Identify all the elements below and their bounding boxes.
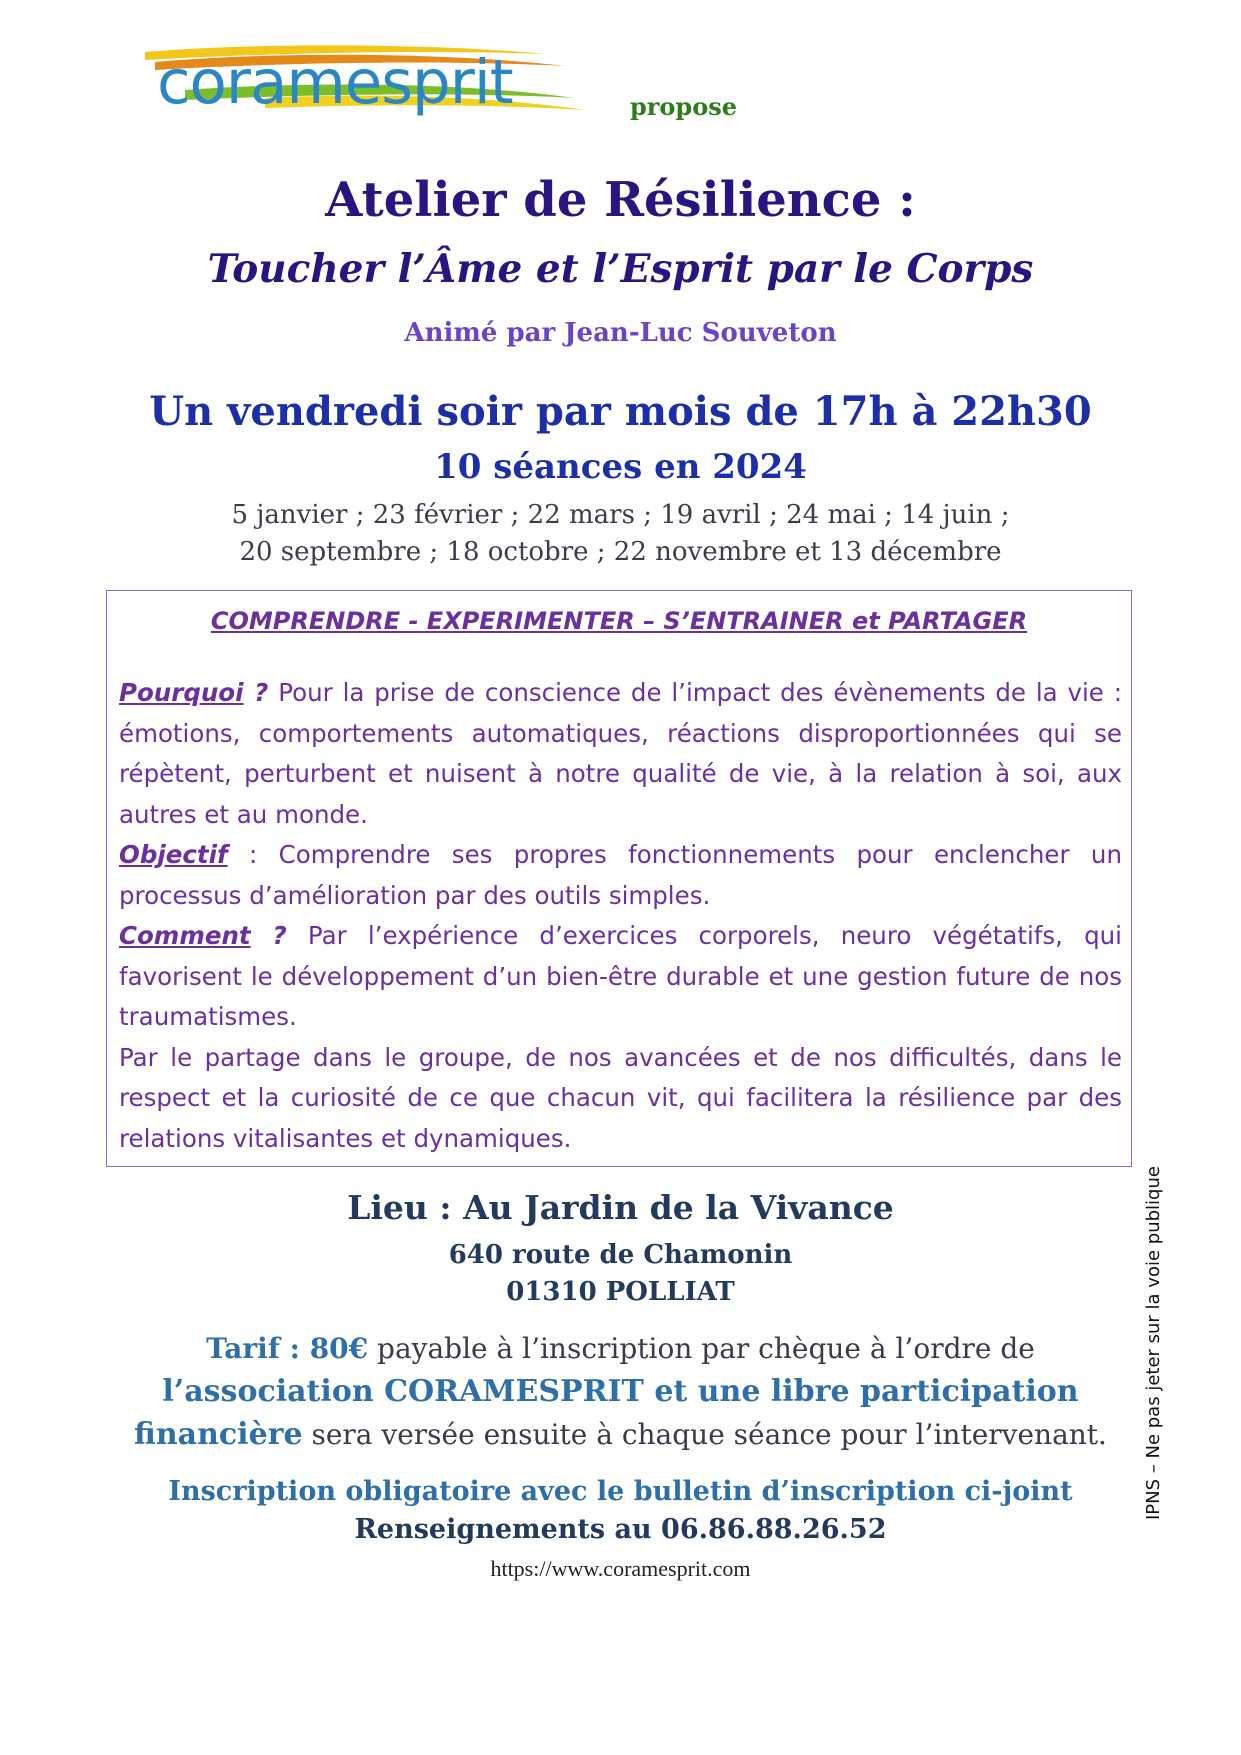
pourquoi-text: Pour la prise de conscience de l’impact des évènements de la vie : émotions, comportements automatiques, réactions disproportionnées qui se répètent, perturbent et nuisent à notre qualité de vie, à la relation à soi, aux autres et au monde. <box>119 678 1122 829</box>
tarif-line-2: l’association CORAMESPRIT et une libre participation <box>162 1374 1079 1409</box>
description-box <box>106 590 1132 1167</box>
contact-phone-line: Renseignements au 06.86.88.26.52 <box>354 1514 887 1545</box>
page-subtitle: Toucher l’Âme et l’Esprit par le Corps <box>207 246 1034 292</box>
tarif-line1-text: payable à l’inscription par chèque à l’ordre de <box>368 1332 1035 1365</box>
coramesprit-logo <box>145 40 605 120</box>
dates-line-1: 5 janvier ; 23 février ; 22 mars ; 19 avril ; 24 mai ; 14 juin ; <box>231 500 1010 530</box>
logo-text: coramesprit <box>157 47 513 118</box>
partage-paragraph: Par le partage dans le groupe, de nos avancées et de nos difficultés, dans le respect et la curiosité de ce que chacun vit, qui facilitera la résilience par des relations vitalisantes et dynamiques. <box>119 1042 1122 1153</box>
tarif-label: Tarif : 80€ <box>206 1332 369 1365</box>
sessions-line: 10 séances en 2024 <box>434 447 807 487</box>
objectif-label: Objectif <box>119 840 228 869</box>
tarif-line-1 <box>0 1332 1241 1365</box>
pourquoi-question-mark: ? <box>243 678 269 707</box>
schedule-line: Un vendredi soir par mois de 17h à 22h30 <box>149 388 1092 435</box>
objectif-paragraph <box>119 835 1122 916</box>
pourquoi-paragraph <box>119 673 1122 835</box>
box-heading: COMPRENDRE - EXPERIMENTER – S’ENTRAINER et PARTAGER <box>210 607 1028 635</box>
website-link[interactable]: https://www.coramesprit.com <box>490 1556 751 1581</box>
inscription-line: Inscription obligatoire avec le bulletin d’inscription ci-joint <box>168 1476 1073 1507</box>
tarif-line3-bold: financière <box>134 1417 303 1452</box>
pourquoi-label: Pourquoi <box>119 678 244 707</box>
location-heading: Lieu : Au Jardin de la Vivance <box>347 1188 894 1227</box>
page-title: Atelier de Résilience : <box>325 172 916 228</box>
ipns-notice: IPNS – Ne pas jeter sur la voie publique <box>1143 1166 1164 1520</box>
box-body <box>119 673 1122 1159</box>
comment-question-mark: ? <box>250 921 287 950</box>
comment-text: Par l’expérience d’exercices corporels, neuro végétatifs, qui favorisent le développement d’un bien-être durable et une gestion future de nos traumatismes. <box>119 921 1122 1031</box>
tarif-line-3 <box>0 1417 1241 1452</box>
dates-line-2: 20 septembre ; 18 octobre ; 22 novembre et 13 décembre <box>239 537 1002 567</box>
propose-label: propose <box>630 92 738 121</box>
comment-paragraph <box>119 916 1122 1038</box>
address-line-1: 640 route de Chamonin <box>448 1240 793 1270</box>
animator-line: Animé par Jean-Luc Souveton <box>404 318 837 348</box>
address-line-2: 01310 POLLIAT <box>506 1277 735 1307</box>
comment-label: Comment <box>119 921 251 950</box>
tarif-line3-text: sera versée ensuite à chaque séance pour l’intervenant. <box>302 1418 1107 1451</box>
objectif-text: : Comprendre ses propres fonctionnements pour enclencher un processus d’amélioration par des outils simples. <box>119 840 1122 910</box>
